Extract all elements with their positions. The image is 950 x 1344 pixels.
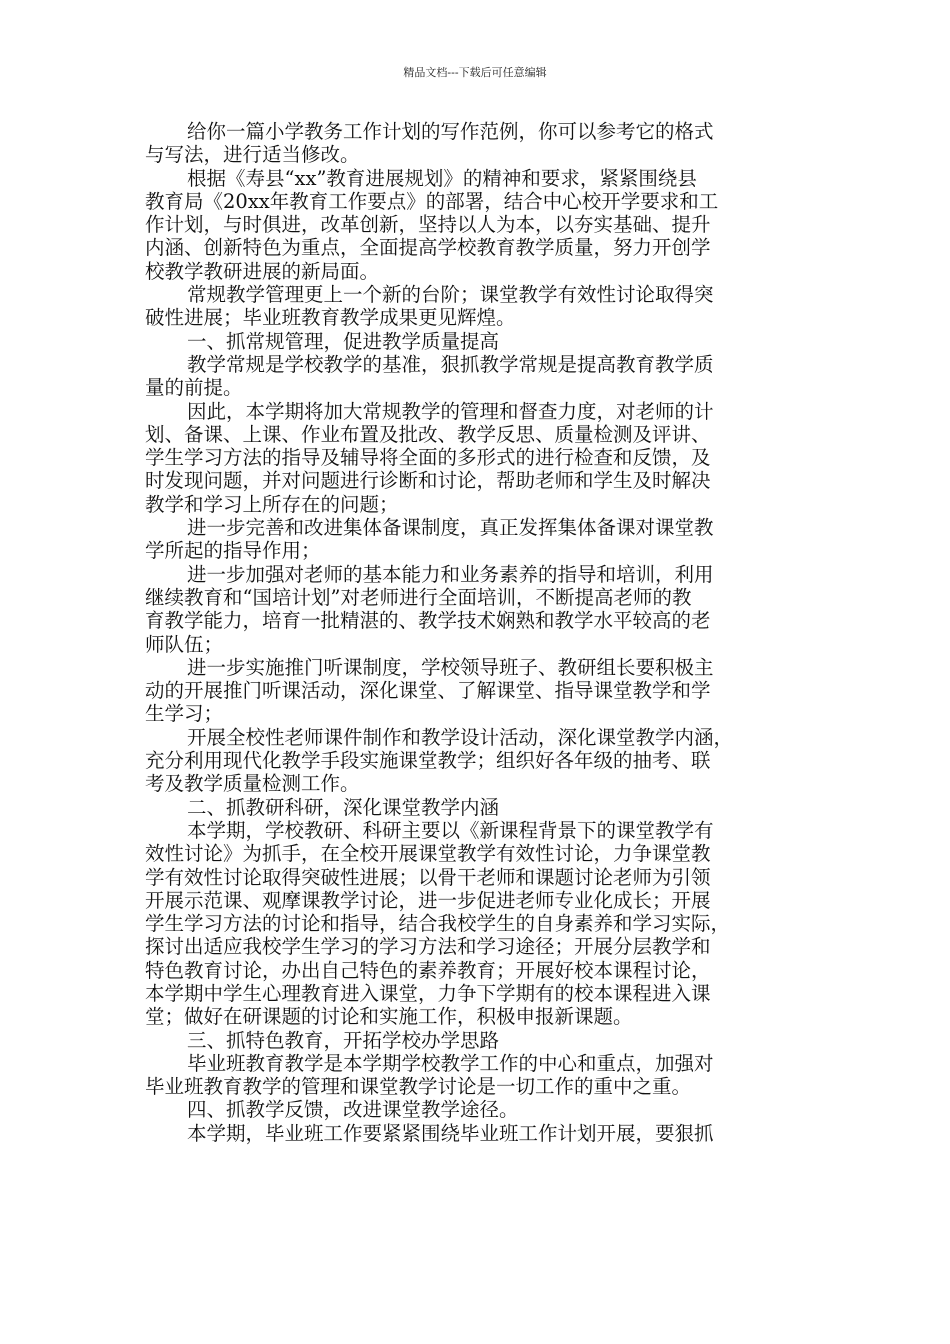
text-line: 堂；做好在研课题的讨论和实施工作，积极申报新课题。 bbox=[145, 1005, 633, 1029]
text-line: 内涵、创新特色为重点，全面提高学校教育教学质量，努力开创学 bbox=[145, 236, 711, 260]
text-line: 给你一篇小学教务工作计划的写作范例，你可以参考它的格式 bbox=[187, 120, 714, 143]
text-line: 本学期，毕业班工作要紧紧围绕毕业班工作计划开展，要狠抓 bbox=[187, 1121, 714, 1145]
text-line: 师队伍； bbox=[145, 632, 224, 656]
text-line: 学所起的指导作用； bbox=[145, 539, 321, 563]
text-line: 教育局《20xx年教育工作要点》的部署，结合中心校开学要求和工 bbox=[145, 189, 719, 213]
text-line: 教学常规是学校教学的基准，狠抓教学常规是提高教育教学质 bbox=[187, 352, 714, 376]
text-line: 作计划，与时俱进，改革创新，坚持以人为本，以夯实基础、提升 bbox=[145, 213, 711, 237]
text-line: 一、抓常规管理，促进教学质量提高 bbox=[187, 329, 500, 353]
text-line: 育教学能力，培育一批精湛的、教学技术娴熟和教学水平较高的老 bbox=[145, 609, 711, 633]
text-line: 效性讨论》为抓手，在全校开展课堂教学有效性讨论，力争课堂教 bbox=[145, 842, 711, 866]
text-line: 本学期，学校教研、科研主要以《新课程背景下的课堂教学有 bbox=[187, 818, 714, 842]
text-line: 本学期中学生心理教育进入课堂，力争下学期有的校本课程进入课 bbox=[145, 981, 711, 1005]
text-line: 继续教育和“国培计划”对老师进行全面培训，不断提高老师的教 bbox=[145, 585, 692, 609]
text-line: 动的开展推门听课活动，深化课堂、了解课堂、指导课堂教学和学 bbox=[145, 679, 711, 703]
text-line: 生学习； bbox=[145, 702, 224, 726]
text-line: 进一步加强对老师的基本能力和业务素养的指导和培训，利用 bbox=[187, 562, 714, 586]
page-header: 精品文档---下载后可任意编辑 bbox=[403, 66, 547, 79]
text-line: 进一步完善和改进集体备课制度，真正发挥集体备课对课堂教 bbox=[187, 516, 714, 540]
text-line: 常规教学管理更上一个新的台阶；课堂教学有效性讨论取得突 bbox=[187, 283, 714, 307]
text-line: 学有效性讨论取得突破性进展；以骨干老师和课题讨论老师为引领 bbox=[145, 865, 711, 889]
text-line: 开展全校性老师课件制作和教学设计活动，深化课堂教学内涵， bbox=[187, 725, 734, 749]
text-line: 校教学教研进展的新局面。 bbox=[145, 259, 380, 283]
text-line: 进一步实施推门听课制度，学校领导班子、教研组长要积极主 bbox=[187, 655, 714, 679]
text-line: 破性进展；毕业班教育教学成果更见辉煌。 bbox=[145, 306, 516, 330]
text-line: 与写法，进行适当修改。 bbox=[145, 143, 360, 167]
text-line: 量的前提。 bbox=[145, 376, 243, 400]
text-line: 考及教学质量检测工作。 bbox=[145, 772, 360, 796]
text-line: 学生学习方法的讨论和指导，结合我校学生的自身素养和学习实际， bbox=[145, 912, 731, 936]
text-line: 二、抓教研科研，深化课堂教学内涵 bbox=[187, 795, 500, 819]
text-line: 四、抓教学反馈，改进课堂教学途径。 bbox=[187, 1098, 519, 1122]
text-line: 毕业班教育教学的管理和课堂教学讨论是一切工作的重中之重。 bbox=[145, 1075, 692, 1099]
text-line: 教学和学习上所存在的问题； bbox=[145, 492, 399, 516]
document-body bbox=[145, 120, 810, 1145]
text-line: 探讨出适应我校学生学习的学习方法和学习途径；开展分层教学和 bbox=[145, 935, 711, 959]
text-line: 时发现问题，并对问题进行诊断和讨论，帮助老师和学生及时解决 bbox=[145, 469, 711, 493]
text-line: 三、抓特色教育，开拓学校办学思路 bbox=[187, 1028, 500, 1052]
text-line: 学生学习方法的指导及辅导将全面的多形式的进行检查和反馈，及 bbox=[145, 446, 711, 470]
text-line: 毕业班教育教学是本学期学校教学工作的中心和重点，加强对 bbox=[187, 1051, 714, 1075]
text-line: 开展示范课、观摩课教学讨论，进一步促进老师专业化成长；开展 bbox=[145, 888, 711, 912]
text-line: 因此，本学期将加大常规教学的管理和督查力度，对老师的计 bbox=[187, 399, 714, 423]
text-line: 充分利用现代化教学手段实施课堂教学；组织好各年级的抽考、联 bbox=[145, 749, 711, 773]
text-line: 根据《寿县“xx”教育进展规划》的精神和要求，紧紧围绕县 bbox=[187, 166, 697, 190]
text-line: 特色教育讨论，办出自己特色的素养教育；开展好校本课程讨论， bbox=[145, 958, 711, 982]
text-line: 划、备课、上课、作业布置及批改、教学反思、质量检测及评讲、 bbox=[145, 422, 711, 446]
